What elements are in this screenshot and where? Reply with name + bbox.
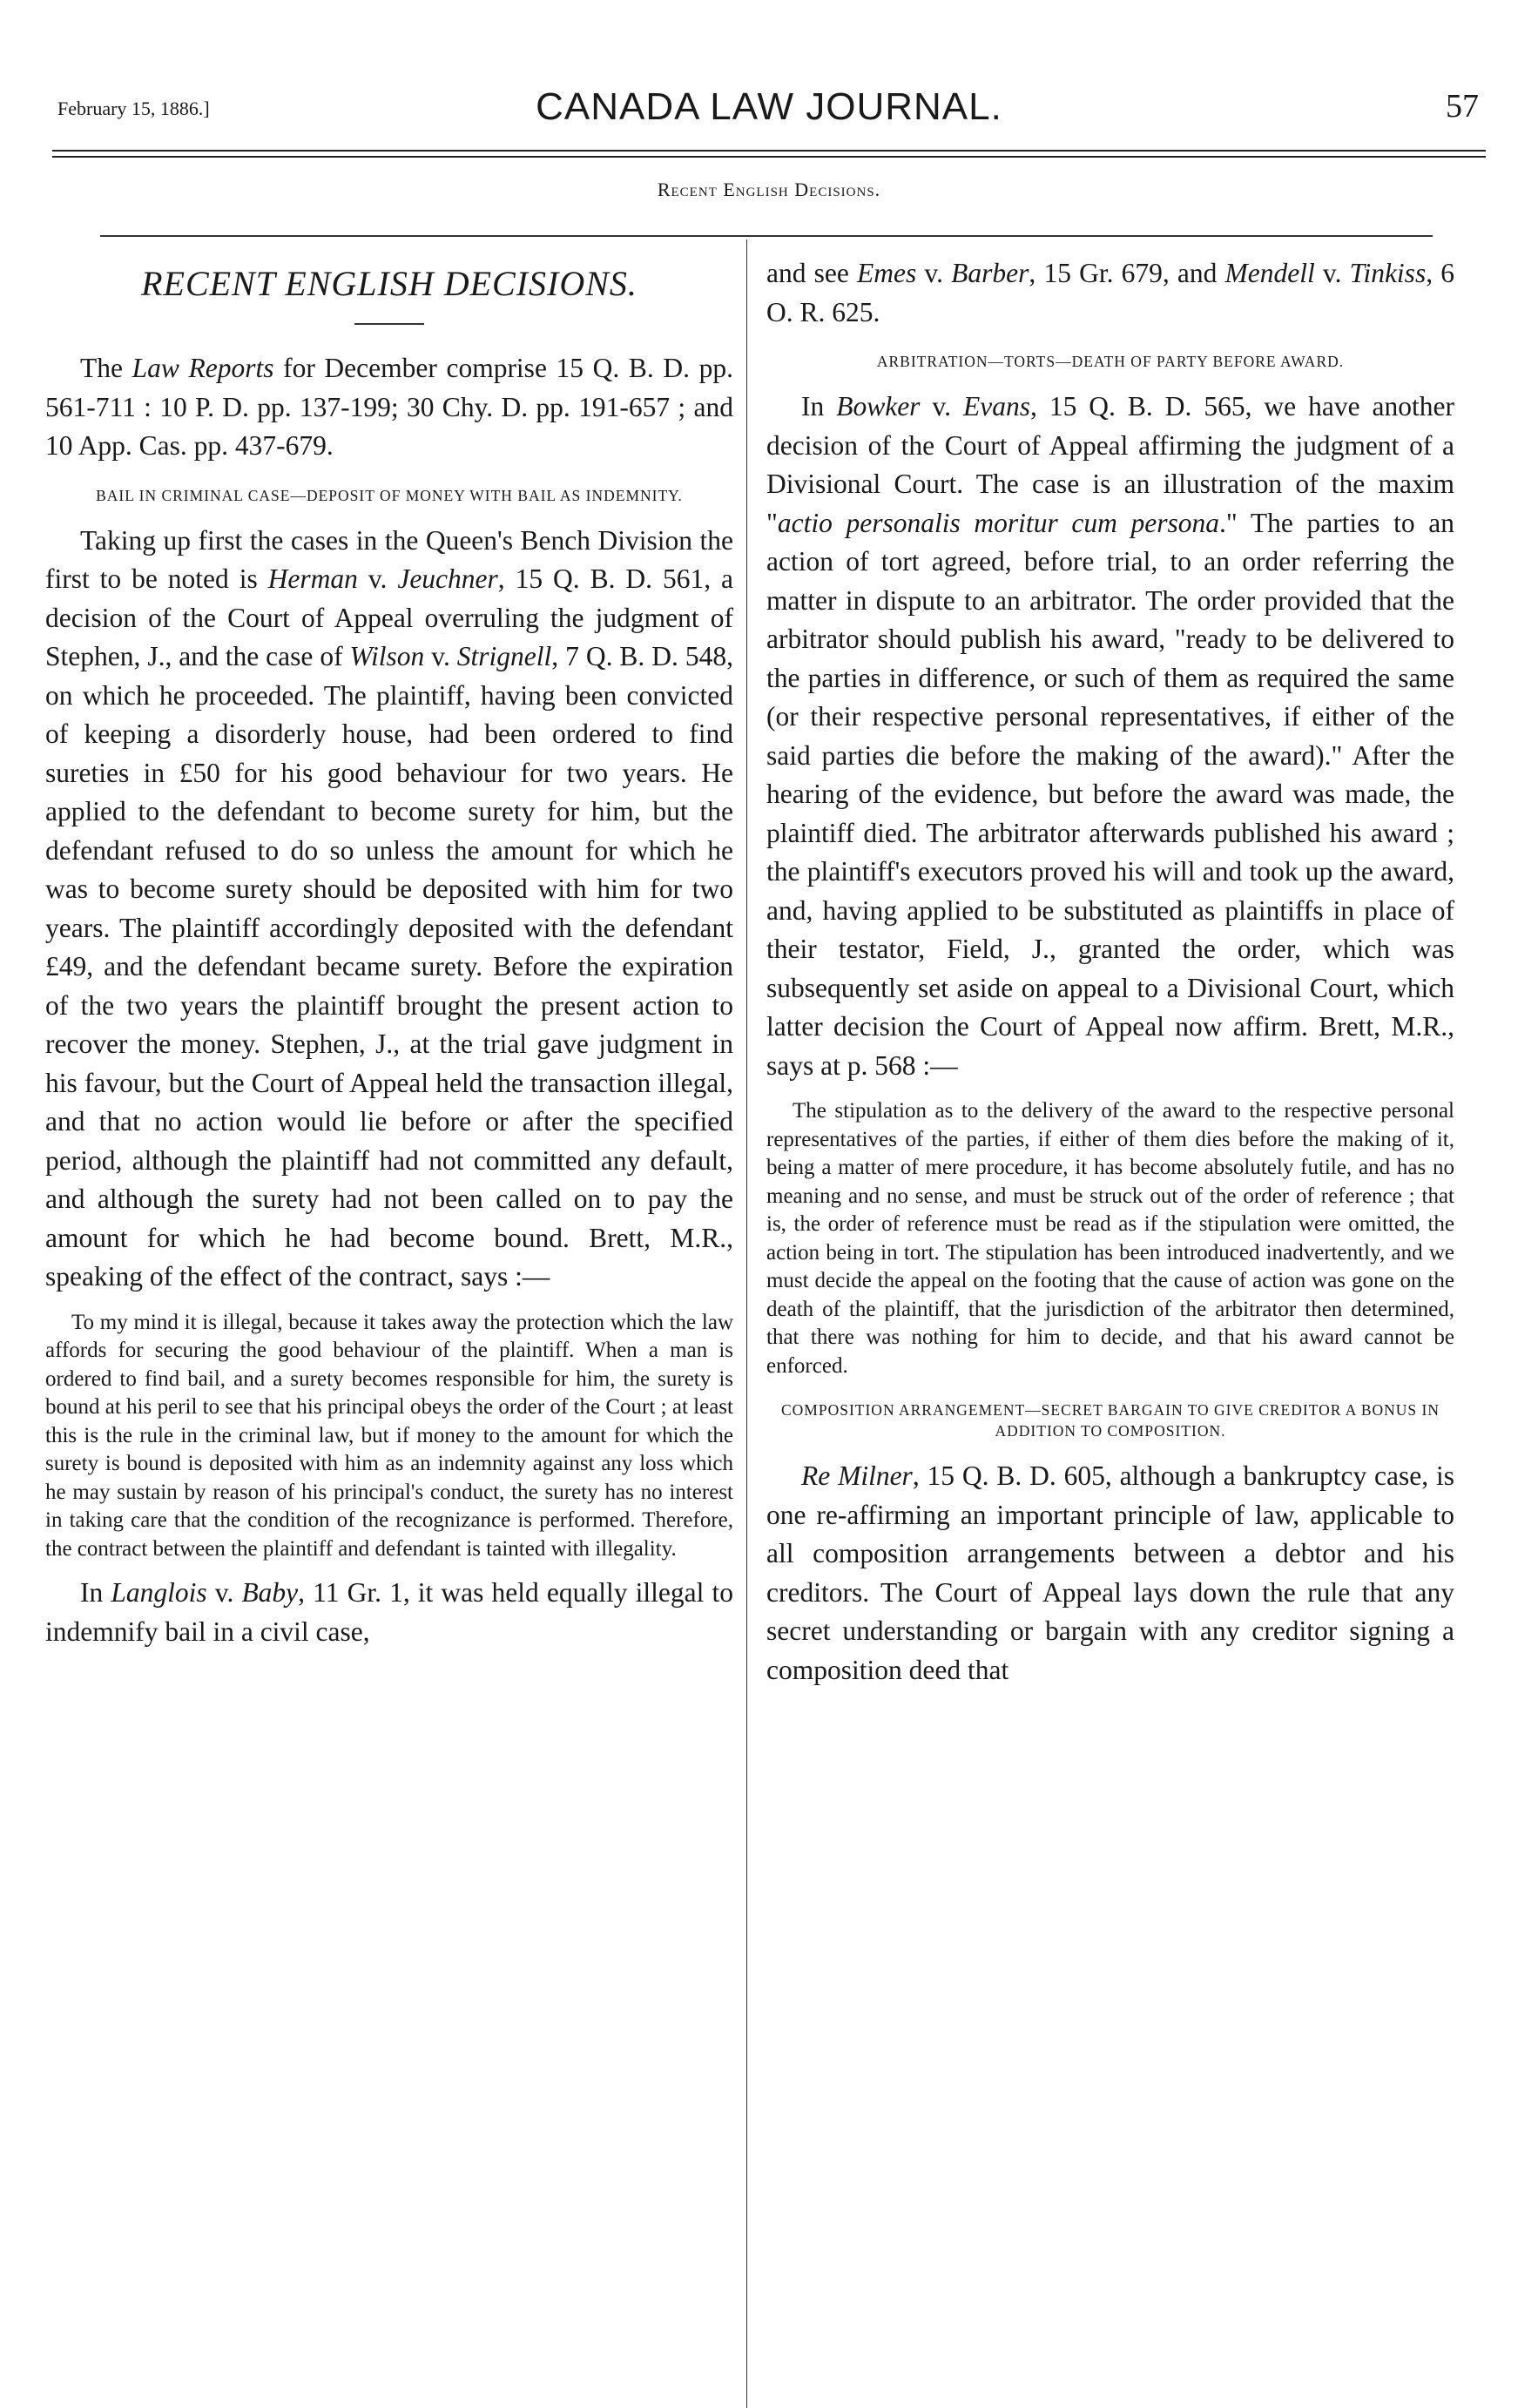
subheading-bail: BAIL IN CRIMINAL CASE—DEPOSIT OF MONEY WITH BAIL AS INDEMNITY. (96, 486, 683, 504)
column-divider (746, 239, 747, 2408)
header-double-rule (52, 150, 1486, 158)
quotation-brett-stipulation: The stipulation as to the delivery of the award to the respective personal representatives of the parties, if either of them dies before the making of it, being a matter of mere procedure, it has become absolutely futile, and has no meaning and no sense, and must be struck out of the order of reference ; that is, the order of reference must be read as if the stipulation were omitted, the action being in tort. The stipulation has been introduced inadvertently, and we must decide the appeal on the footing that the cause of action was gone on the death of the plaintiff, that the jurisdiction of the arbitrator then determined, that there was nothing for him to decide, and that his award cannot be enforced. (766, 1099, 1454, 1378)
paragraph-herman-v-jeuchner: Taking up first the cases in the Queen's Bench Division the first to be noted is Herman v. Jeuchner, 15 Q. B. D. 561, a decision of the Court of Appeal overruling the judgment of Stephen, J., and the case of Wilson v. Strignell, 7 Q. B. D. 548, on which he proceeded. The plaintiff, having been convicted of keeping a disorderly house, had been ordered to find sureties in £50 for his good behaviour for two years. He applied to the defendant to become surety for him, but the defendant refused to do so unless the amount for which he was to become surety should be deposited with him for two years. The plaintiff accordingly deposited with the defendant £49, and the defendant became surety. Before the expiration of the two years the plaintiff brought the present action to recover the money. Stephen, J., at the trial gave judgment in his favour, but the Court of Appeal held the transaction illegal, and that no action would lie before or after the specified period, although the plaintiff had not committed any default, and although the surety had not been called on to pay the amount for which he had become bound. Brett, M.R., speaking of the effect of the contract, says :— (45, 524, 733, 1292)
right-column (766, 254, 1454, 1690)
section-title: RECENT ENGLISH DECISIONS. (141, 264, 637, 303)
header-rule (100, 235, 1433, 237)
paragraph-re-milner: Re Milner, 15 Q. B. D. 605, although a bankruptcy case, is one re-affirming an important principle of law, applicable to all composition arrangements between a debtor and his creditors. The Court of Appeal lays down the rule that any secret understanding or bargain with any creditor signing a composition deed that (766, 1460, 1454, 1685)
intro-paragraph: The Law Reports for December comprise 15 Q. B. D. pp. 561-711 : 10 P. D. pp. 137-199; 30 Chy. D. pp. 191-657 ; and 10 App. Cas. pp. 437-679. (45, 353, 733, 461)
page-header (52, 85, 1486, 138)
issue-date: February 15, 1886.] (57, 98, 210, 119)
paragraph-langlois-v-baby: In Langlois v. Baby, 11 Gr. 1, it was held equally illegal to indemnify bail in a civil case, (45, 1577, 733, 1647)
paragraph-bowker-v-evans: In Bowker v. Evans, 15 Q. B. D. 565, we have another decision of the Court of Appeal affirming the judgment of a Divisional Court. The case is an illustration of the maxim "actio personalis moritur cum persona." The parties to an action of tort agreed, before trial, to an order referring the matter in dispute to an arbitrator. The order provided that the arbitrator should publish his award, "ready to be delivered to the parties in difference, or such of them as required the same (or their respective personal representatives, if either of the said parties die before the making of the award)." After the hearing of the evidence, but before the award was made, the plaintiff died. The arbitrator afterwards published his award ; the plaintiff's executors proved his will and took up the award, and, having applied to be substituted as plaintiffs in place of their testator, Field, J., granted the order, which was subsequently set aside on appeal to a Divisional Court, which latter decision the Court of Appeal now affirm. Brett, M.R., says at p. 568 :— (766, 391, 1454, 1081)
journal-title: CANADA LAW JOURNAL. (536, 85, 1002, 128)
running-head: Recent English Decisions. (657, 179, 881, 200)
title-rule (354, 323, 424, 325)
subheading-arbitration: ARBITRATION—TORTS—DEATH OF PARTY BEFORE AWARD. (876, 353, 1345, 370)
quotation-brett-illegality: To my mind it is illegal, because it takes away the protection which the law affords for securing the good behaviour of the plaintiff. When a man is ordered to find bail, and a surety becomes responsible for him, the surety is bound at his peril to see that his principal obeys the order of the Court ; at least this is the rule in the criminal law, but if money to the amount for which the surety is bound is deposited with him as an indemnity against any loss which he may sustain by reason of his principal's conduct, the surety has no interest in taking care that the condition of the recognizance is performed. Therefore, the contract between the plaintiff and defendant is tainted with illegality. (45, 1310, 733, 1561)
paragraph-continued: and see Emes v. Barber, 15 Gr. 679, and Mendell v. Tinkiss, 6 O. R. 625. (766, 258, 1454, 327)
subheading-composition: COMPOSITION ARRANGEMENT—SECRET BARGAIN TO GIVE CREDITOR A BONUS IN ADDITION TO COMPOSITION. (780, 1401, 1440, 1440)
page-number: 57 (1446, 88, 1479, 125)
left-column (45, 254, 733, 1651)
